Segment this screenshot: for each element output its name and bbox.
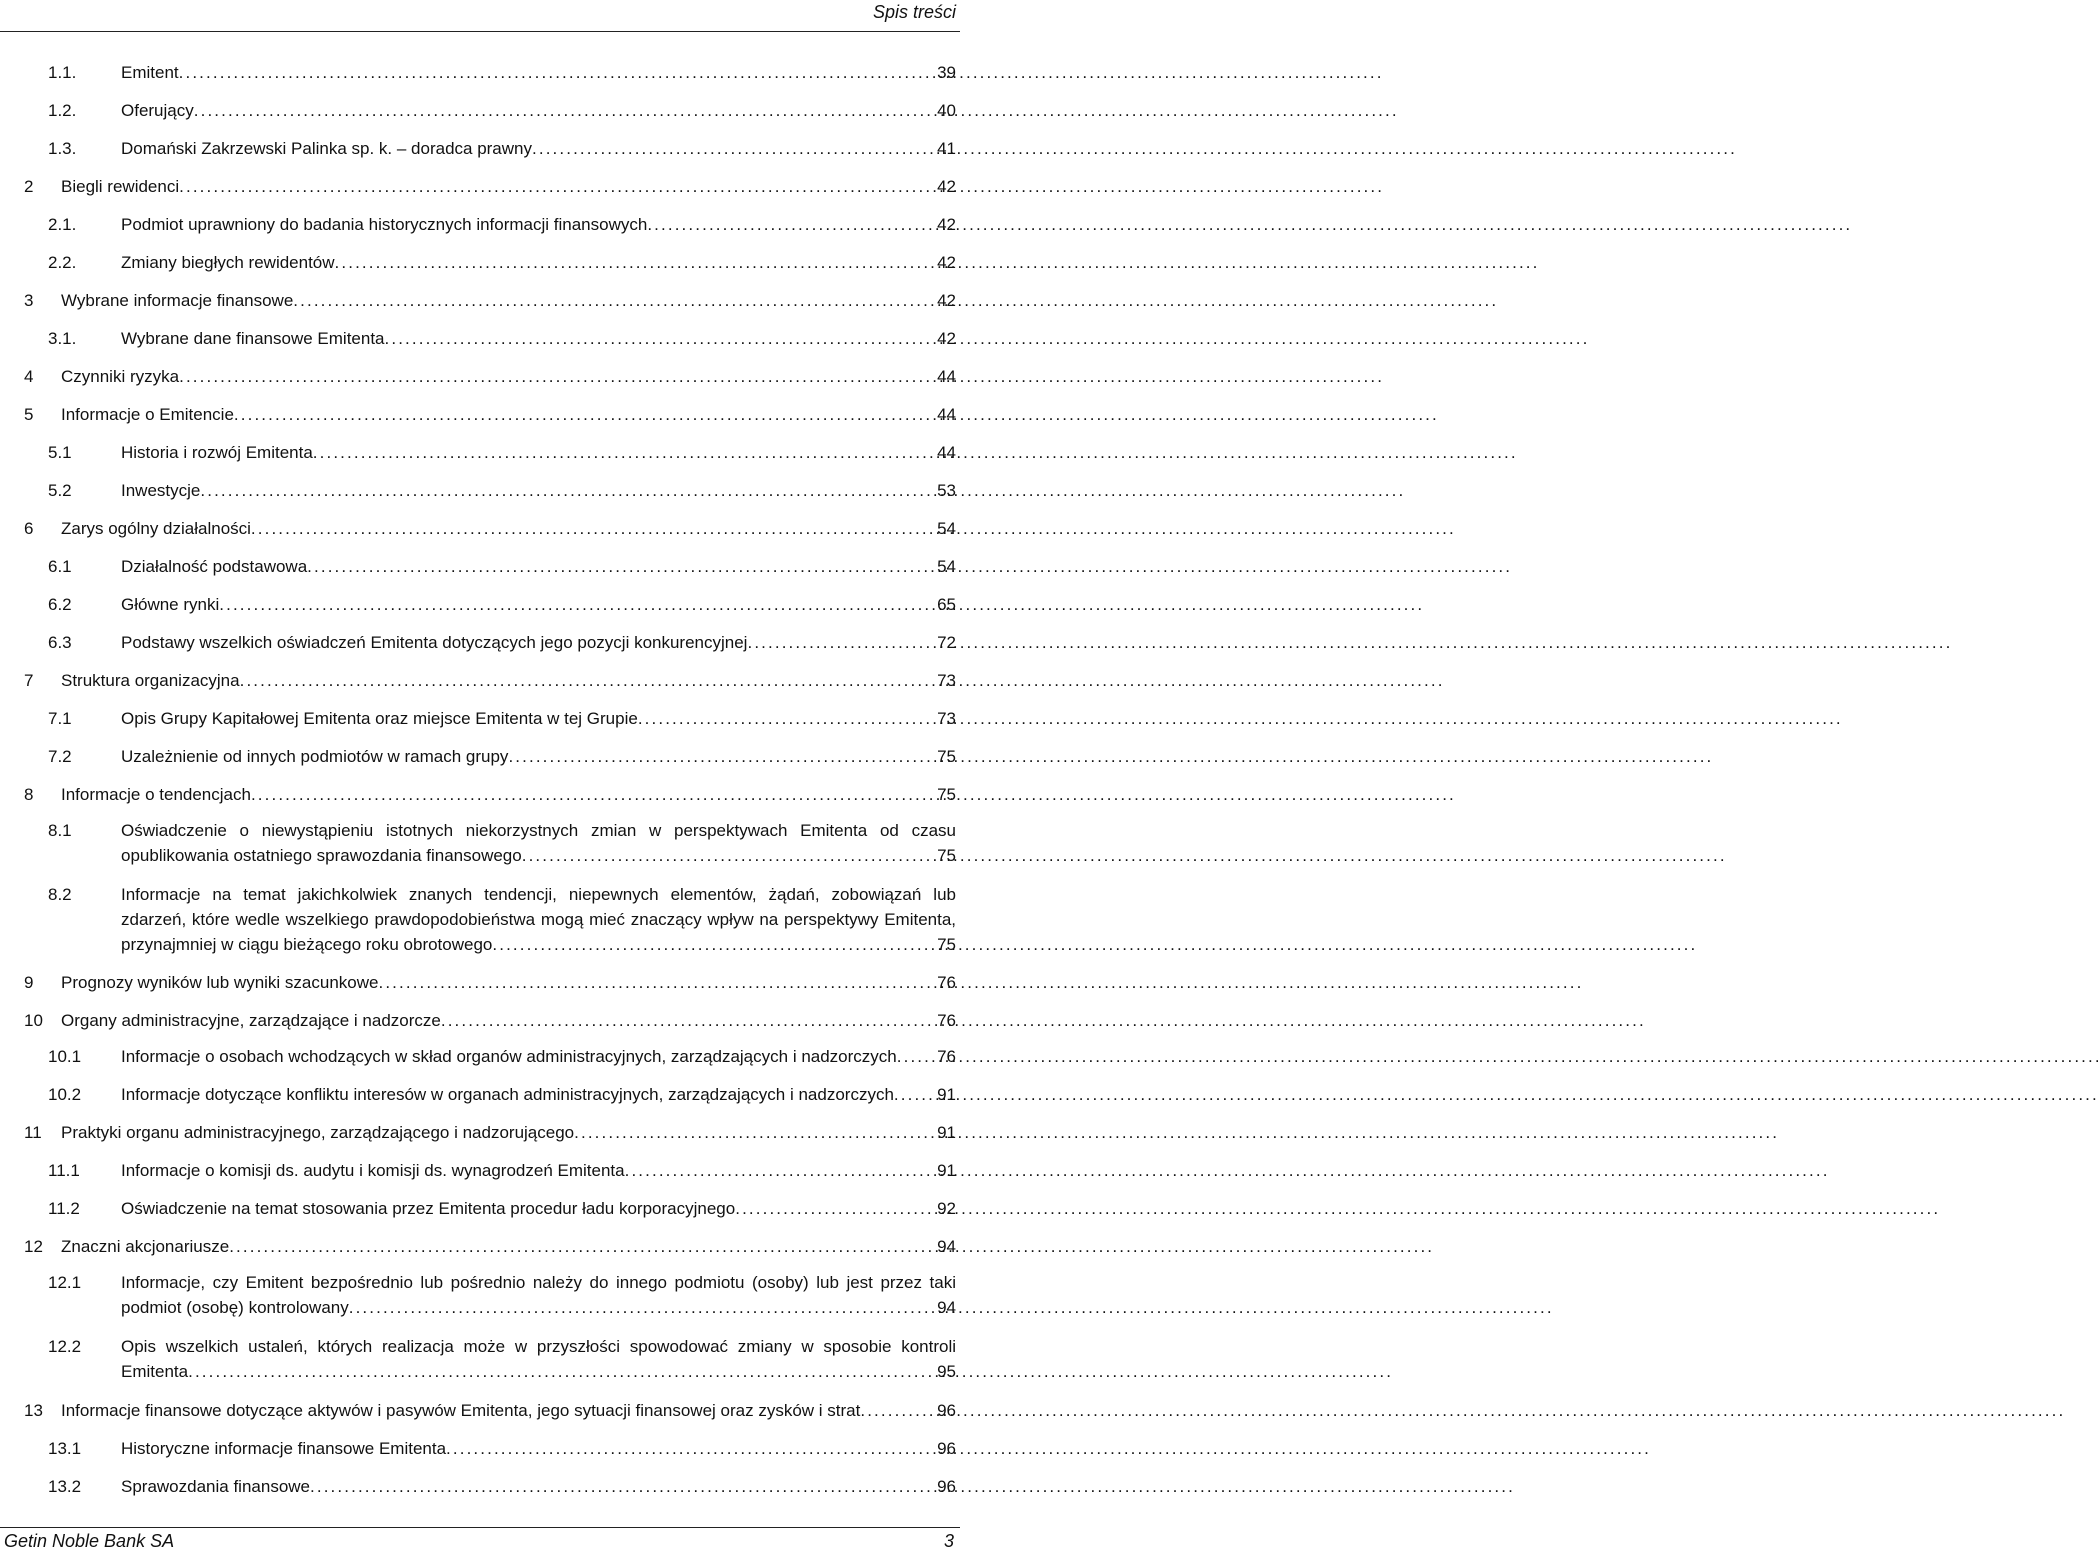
dot-leader — [747, 630, 935, 655]
dot-leader — [378, 970, 935, 995]
toc-entry-number: 5.1 — [48, 443, 72, 462]
dot-leader — [219, 592, 935, 617]
toc-entry-number: 10.2 — [48, 1085, 82, 1104]
dot-leader — [349, 1295, 935, 1320]
dot-leader — [293, 288, 935, 313]
dot-leader — [335, 250, 936, 275]
toc-entry-page: 96 — [937, 1477, 956, 1496]
header-title: Spis treści — [872, 2, 956, 22]
dot-leader — [385, 326, 936, 351]
toc-entry-page: 76 — [937, 973, 956, 992]
toc-entry-page: 72 — [937, 633, 956, 652]
toc-entry-title: Zmiany biegłych rewidentów — [121, 253, 335, 272]
toc-entry-title: Działalność podstawowa — [121, 557, 308, 576]
toc-entry-title: Zarys ogólny działalności — [61, 519, 251, 538]
toc-entry-page: 44 — [937, 367, 956, 386]
toc-entry-page: 54 — [937, 519, 956, 538]
toc-entry-page: 75 — [937, 785, 956, 804]
toc-entry-page: 76 — [937, 1011, 956, 1030]
toc-entry-page: 53 — [937, 481, 956, 500]
toc-entry-title: zdarzeń, które wedle wszelkiego prawdopodobieństwa mogą mieć znaczący wpływ na perspektywy Emitenta, — [121, 910, 956, 929]
toc-entry-page: 92 — [937, 1199, 956, 1218]
toc-entry-page: 76 — [937, 1047, 956, 1066]
toc-entry-number: 5 — [24, 405, 34, 424]
toc-entry-number: 10.1 — [48, 1047, 82, 1066]
toc-entry-page: 96 — [937, 1439, 956, 1458]
toc-entry-page: 42 — [937, 329, 956, 348]
toc-entry-title: Biegli rewidenci — [61, 177, 180, 196]
dot-leader — [638, 706, 935, 731]
dot-leader — [313, 440, 935, 465]
toc-entry-page: 94 — [937, 1298, 956, 1317]
toc-entry-title: Emitent — [121, 63, 179, 82]
dot-leader — [234, 402, 935, 427]
toc-entry-title: przynajmniej w ciągu bieżącego roku obrotowego — [121, 935, 493, 954]
toc-entry-title: Oświadczenie na temat stosowania przez Emitenta procedur ładu korporacyjnego — [121, 1199, 736, 1218]
toc-entry-number: 1.1. — [48, 63, 77, 82]
toc-entry-title: Domański Zakrzewski Palinka sp. k. – doradca prawny — [121, 139, 532, 158]
toc-entry-number: 8.1 — [48, 821, 72, 840]
toc-entry-title: Praktyki organu administracyjnego, zarządzającego i nadzorującego — [61, 1123, 575, 1142]
dot-leader — [179, 174, 935, 199]
toc-entry-title: Informacje o Emitencie — [61, 405, 234, 424]
toc-entry-title: Wybrane informacje finansowe — [61, 291, 294, 310]
toc-entry-page: 42 — [937, 177, 956, 196]
toc-entry-title: Oferujący — [121, 101, 194, 120]
toc-entry-title: Informacje, czy Emitent bezpośrednio lub pośrednio należy do innego podmiotu (osoby) lub jest przez taki — [121, 1273, 956, 1292]
toc-entry-number: 2 — [24, 177, 34, 196]
dot-leader — [200, 478, 935, 503]
toc-entry-number: 13 — [24, 1401, 43, 1420]
toc-entry-title: Struktura organizacyjna — [61, 671, 240, 690]
dot-leader — [894, 1082, 935, 1107]
toc-entry-number: 1.2. — [48, 101, 77, 120]
toc-entry-number: 11.2 — [48, 1199, 80, 1218]
dot-leader — [251, 516, 935, 541]
dot-leader — [897, 1044, 935, 1069]
toc-entry-number: 7 — [24, 671, 34, 690]
dot-leader — [179, 60, 935, 85]
toc-entry-number: 6.2 — [48, 595, 72, 614]
toc-entry-number: 3.1. — [48, 329, 77, 348]
toc-entry-page: 75 — [937, 935, 956, 954]
toc-entry-title: Informacje finansowe dotyczące aktywów i pasywów Emitenta, jego sytuacji finansowej oraz zysków i strat — [61, 1401, 861, 1420]
dot-leader — [240, 668, 935, 693]
toc-entry-number: 8 — [24, 785, 34, 804]
toc-entry-page: 42 — [937, 253, 956, 272]
toc-entry-page: 41 — [937, 139, 956, 158]
toc-entry-number: 9 — [24, 973, 34, 992]
toc-entry-title: Sprawozdania finansowe — [121, 1477, 311, 1496]
toc-entry-title: Czynniki ryzyka — [61, 367, 180, 386]
dot-leader — [625, 1158, 935, 1183]
dot-leader — [647, 212, 935, 237]
toc-entry-page: 95 — [937, 1362, 956, 1381]
toc-entry-number: 7.2 — [48, 747, 72, 766]
dot-leader — [194, 98, 935, 123]
toc-entry-page: 40 — [937, 101, 956, 120]
toc-entry-title: Informacje o tendencjach — [61, 785, 251, 804]
dot-leader — [441, 1008, 935, 1033]
toc-entry-number: 8.2 — [48, 885, 72, 904]
toc-entry-page: 91 — [937, 1161, 956, 1180]
toc-entry-number: 7.1 — [48, 709, 72, 728]
dot-leader — [307, 554, 935, 579]
toc-entry-page: 73 — [937, 709, 956, 728]
dot-leader — [508, 744, 935, 769]
dot-leader — [735, 1196, 935, 1221]
dot-leader — [229, 1234, 935, 1259]
footer-company: Getin Noble Bank SA — [4, 1531, 175, 1551]
toc-entry-number: 11 — [24, 1123, 42, 1142]
toc-entry-number: 6 — [24, 519, 34, 538]
dot-leader — [522, 843, 935, 868]
dot-leader — [574, 1120, 935, 1145]
toc-entry-title: Informacje na temat jakichkolwiek znanych tendencji, niepewnych elementów, żądań, zobowiązań lub — [121, 885, 956, 904]
toc-entry-page: 44 — [937, 405, 956, 424]
toc-entry-page: 65 — [937, 595, 956, 614]
footer-divider — [0, 1527, 960, 1528]
toc-entry-title: Prognozy wyników lub wyniki szacunkowe — [61, 973, 379, 992]
toc-entry-number: 2.2. — [48, 253, 77, 272]
toc-entry-number: 4 — [24, 367, 34, 386]
toc-entry-title: Główne rynki — [121, 595, 220, 614]
toc-entry-title: Znaczni akcjonariusze — [61, 1237, 230, 1256]
toc-entry-number: 12 — [24, 1237, 43, 1256]
toc-entry-title: Uzależnienie od innych podmiotów w ramach grupy — [121, 747, 509, 766]
toc-entry-title: Podstawy wszelkich oświadczeń Emitenta dotyczących jego pozycji konkurencyjnej — [121, 633, 748, 652]
dot-leader — [251, 782, 935, 807]
dot-leader — [188, 1359, 935, 1384]
toc-entry-page: 42 — [937, 215, 956, 234]
toc-entry-number: 11.1 — [48, 1161, 80, 1180]
toc-entry-title: podmiot (osobę) kontrolowany — [121, 1298, 349, 1317]
toc-entry-number: 5.2 — [48, 481, 72, 500]
toc-entry-number: 12.2 — [48, 1337, 82, 1356]
header-divider — [0, 31, 960, 32]
toc-entry-number: 13.1 — [48, 1439, 82, 1458]
toc-entry-page: 96 — [937, 1401, 956, 1420]
dot-leader — [532, 136, 935, 161]
footer-page-number: 3 — [943, 1531, 954, 1551]
toc-entry-title: Informacje dotyczące konfliktu interesów w organach administracyjnych, zarządzających i nadzorczych — [121, 1085, 894, 1104]
toc-entry-title: Inwestycje — [121, 481, 201, 500]
toc-entry-page: 44 — [937, 443, 956, 462]
dot-leader — [310, 1474, 935, 1499]
page-header — [0, 0, 960, 30]
toc-entry-number: 13.2 — [48, 1477, 82, 1496]
toc-entry-page: 39 — [937, 63, 956, 82]
toc-entry-page: 75 — [937, 846, 956, 865]
toc-entry-number: 2.1. — [48, 215, 77, 234]
toc-entry-title: Emitenta — [121, 1362, 189, 1381]
dot-leader — [492, 932, 935, 957]
toc-entry-page: 91 — [937, 1085, 956, 1104]
toc-entry-title: Informacje o komisji ds. audytu i komisji ds. wynagrodzeń Emitenta — [121, 1161, 625, 1180]
dot-leader — [860, 1398, 935, 1423]
toc-entry-page: 94 — [937, 1237, 956, 1256]
toc-entry-title: Opis wszelkich ustaleń, których realizacja może w przyszłości spowodować zmiany w sposobie kontroli — [121, 1337, 956, 1356]
toc-entry-title: opublikowania ostatniego sprawozdania finansowego — [121, 846, 522, 865]
toc-entry-page: 75 — [937, 747, 956, 766]
dot-leader — [446, 1436, 935, 1461]
toc-entry-number: 3 — [24, 291, 34, 310]
toc-entry-title: Wybrane dane finansowe Emitenta — [121, 329, 385, 348]
toc-entry-title: Historia i rozwój Emitenta — [121, 443, 313, 462]
toc-entry-title: Organy administracyjne, zarządzające i nadzorcze — [61, 1011, 441, 1030]
toc-entry-title: Podmiot uprawniony do badania historycznych informacji finansowych — [121, 215, 648, 234]
dot-leader — [179, 364, 935, 389]
toc-entry-page: 73 — [937, 671, 956, 690]
toc-entry-title: Informacje o osobach wchodzących w skład organów administracyjnych, zarządzających i nadzorczych — [121, 1047, 897, 1066]
toc-entry-title: Oświadczenie o niewystąpieniu istotnych niekorzystnych zmian w perspektywach Emitenta od czasu — [121, 821, 956, 840]
toc-entry-number: 6.3 — [48, 633, 72, 652]
toc-entry-title: Opis Grupy Kapitałowej Emitenta oraz miejsce Emitenta w tej Grupie — [121, 709, 638, 728]
toc-entry-number: 1.3. — [48, 139, 77, 158]
toc-entry-title: Historyczne informacje finansowe Emitenta — [121, 1439, 447, 1458]
toc-entry-page: 54 — [937, 557, 956, 576]
toc-entry-number: 12.1 — [48, 1273, 82, 1292]
toc-entry-number: 6.1 — [48, 557, 72, 576]
toc-entry-page: 91 — [937, 1123, 956, 1142]
toc-entry-page: 42 — [937, 291, 956, 310]
toc-entry-number: 10 — [24, 1011, 43, 1030]
